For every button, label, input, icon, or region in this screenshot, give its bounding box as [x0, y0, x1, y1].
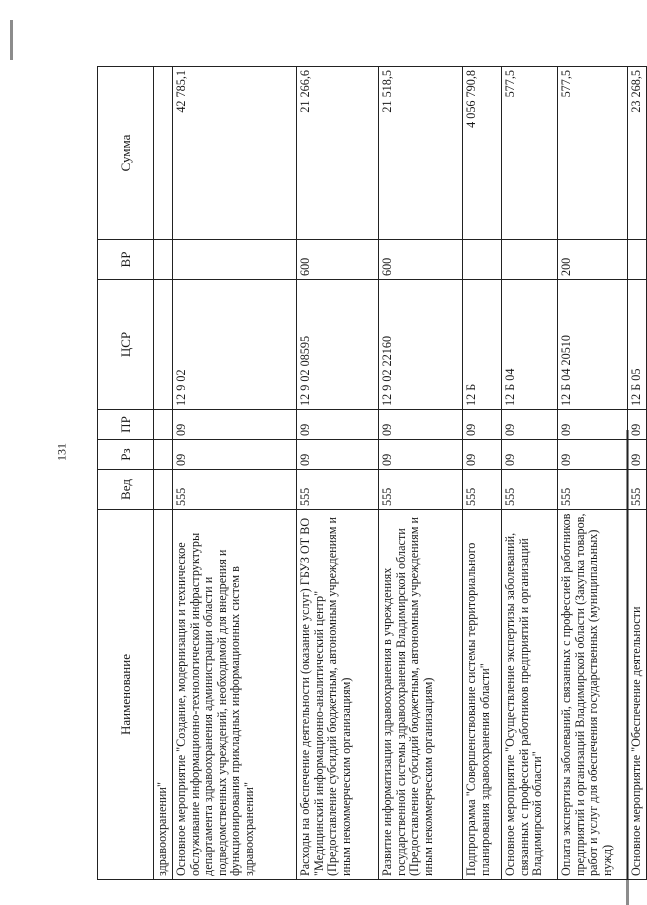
budget-table [97, 66, 647, 880]
header-csr: ЦСР [98, 280, 154, 410]
table-row-continuation [154, 67, 173, 880]
row-csr: 12 9 02 22160 [379, 280, 463, 410]
row-name: Основное мероприятие "Обеспечение деятельности [628, 510, 647, 880]
row-sum: 21 266,6 [297, 67, 379, 240]
scan-edge-mark [10, 20, 13, 60]
row-ved: 555 [173, 470, 297, 510]
rotated-page-content [97, 67, 643, 880]
row-pr: 09 [173, 410, 297, 440]
row-pr: 09 [379, 410, 463, 440]
row-name: Развитие информатизации здравоохранения в учреждениях государственной системы здравоохранения Владимирской области (Предоставление субсидий бюджетным, автономным учреждениям и иным некоммерческим организациям) [379, 510, 463, 880]
row-csr: 12 Б 04 [502, 280, 558, 410]
row-vr [173, 240, 297, 280]
row-csr: 12 9 02 08595 [297, 280, 379, 410]
row-csr: 12 Б [463, 280, 502, 410]
header-pr: ПР [98, 410, 154, 440]
row-rz: 09 [463, 440, 502, 470]
row-pr: 09 [502, 410, 558, 440]
row-name: Оплата экспертизы заболеваний, связанных с профессией работников предприятий и организаций Владимирской области (Закупка товаров, работ и услуг для обеспечения государственных (муниципальных) нужд) [558, 510, 628, 880]
table-header-row [98, 67, 154, 880]
row-vr: 200 [558, 240, 628, 280]
table-row [558, 67, 628, 880]
table-row [502, 67, 558, 880]
row-sum: 4 056 790,8 [463, 67, 502, 240]
row-vr [502, 240, 558, 280]
row-ved: 555 [297, 470, 379, 510]
row-sum: 577,5 [558, 67, 628, 240]
row-rz: 09 [173, 440, 297, 470]
row-name: Расходы на обеспечение деятельности (оказание услуг) ГБУЗ ОТ ВО "Медицинский информационно-аналитический центр" (Предоставление субсидий бюджетным, автономным учреждениям и иным некоммерческим организациям) [297, 510, 379, 880]
row-vr [463, 240, 502, 280]
header-ved: Вед [98, 470, 154, 510]
row-sum: 42 785,1 [173, 67, 297, 240]
row-vr: 600 [379, 240, 463, 280]
row-rz: 09 [297, 440, 379, 470]
row-name: Основное мероприятие "Осуществление экспертизы заболеваний, связанных с профессией работников предприятий и организаций Владимирской области" [502, 510, 558, 880]
header-rz: Рз [98, 440, 154, 470]
row-pr: 09 [463, 410, 502, 440]
table-row [297, 67, 379, 880]
row-sum: 23 268,5 [628, 67, 647, 240]
row-ved: 555 [558, 470, 628, 510]
header-vr: ВР [98, 240, 154, 280]
row-pr: 09 [558, 410, 628, 440]
row-name: Основное мероприятие "Создание, модернизация и техническое обслуживание информационно-технологической инфраструктуры департамента здравоохранения администрации области и подведомственных учреждений, необходимой для внедрения и функционирования прикладных информационных систем в здравоохранении" [173, 510, 297, 880]
row-sum: 577,5 [502, 67, 558, 240]
table-row [173, 67, 297, 880]
continuation-text: здравоохранении" [154, 510, 173, 880]
table-row [628, 67, 647, 880]
table-row [379, 67, 463, 880]
page-number: 131 [54, 443, 69, 461]
row-vr: 600 [297, 240, 379, 280]
row-name: Подпрограмма "Совершенствование системы территориального планирования здравоохранения области" [463, 510, 502, 880]
row-ved: 555 [628, 470, 647, 510]
row-ved: 555 [463, 470, 502, 510]
row-rz: 09 [502, 440, 558, 470]
header-name: Наименование [98, 510, 154, 880]
row-rz: 09 [558, 440, 628, 470]
row-rz: 09 [628, 440, 647, 470]
row-csr: 12 9 02 [173, 280, 297, 410]
row-pr: 09 [297, 410, 379, 440]
header-sum: Сумма [98, 67, 154, 240]
row-ved: 555 [502, 470, 558, 510]
row-ved: 555 [379, 470, 463, 510]
row-csr: 12 Б 04 20510 [558, 280, 628, 410]
row-pr: 09 [628, 410, 647, 440]
row-rz: 09 [379, 440, 463, 470]
row-sum: 21 518,5 [379, 67, 463, 240]
row-csr: 12 Б 05 [628, 280, 647, 410]
table-row [463, 67, 502, 880]
row-vr [628, 240, 647, 280]
